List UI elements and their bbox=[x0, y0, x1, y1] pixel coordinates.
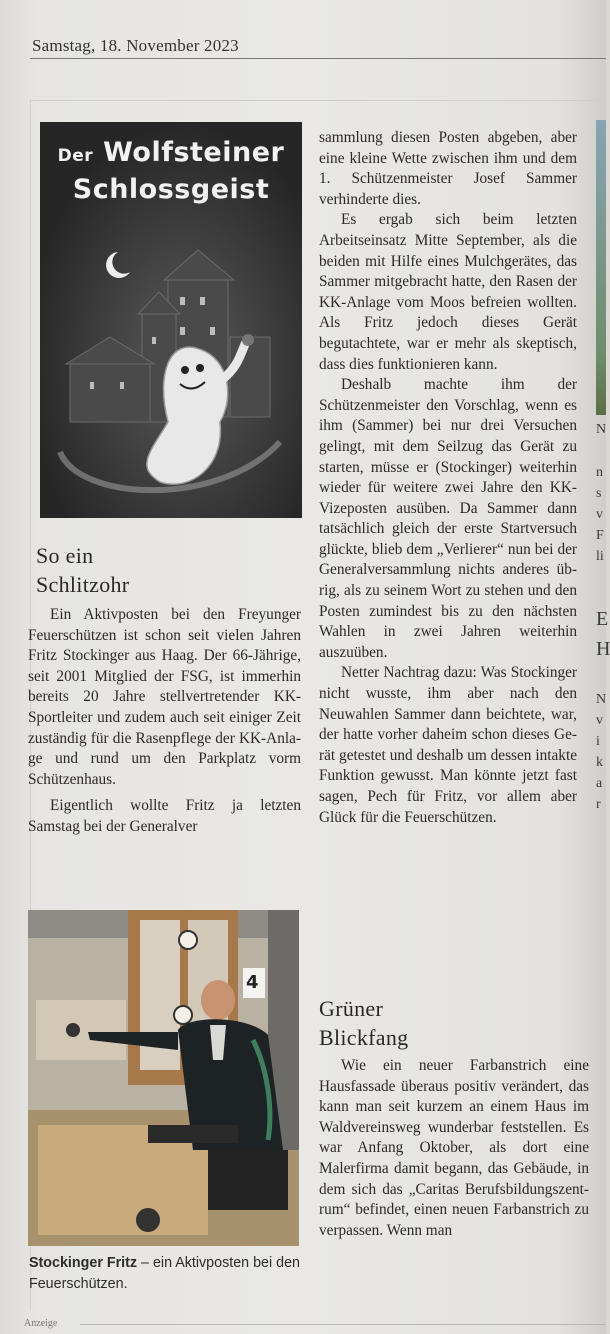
neighbour-column-strip bbox=[592, 120, 609, 1220]
photo-stockinger bbox=[28, 910, 299, 1246]
photo-caption bbox=[29, 1253, 309, 1295]
article2-headline bbox=[319, 994, 408, 1052]
poster-title-prefix: Der bbox=[57, 146, 94, 166]
article2-column bbox=[319, 1056, 589, 1241]
article1-headline-line1: So ein bbox=[36, 543, 94, 568]
poster-illustration bbox=[40, 122, 302, 518]
edge-letter: i bbox=[596, 734, 600, 749]
article1-paragraph: sammlung diesen Posten abgeben, aber eine kleine Wette zwischen ihm und dem 1. Schützenmeister Josef Sammer verhinderte dies. bbox=[319, 129, 577, 208]
shooting-range-photo bbox=[28, 910, 299, 1246]
footer-rule bbox=[80, 1324, 606, 1325]
edge-letter: k bbox=[596, 755, 603, 770]
article1-headline-line2: Schlitzohr bbox=[36, 572, 130, 597]
caption-name: Stockinger Fritz bbox=[29, 1255, 138, 1271]
edge-letter: n bbox=[596, 465, 603, 480]
neighbour-photo-edge bbox=[596, 120, 606, 415]
edge-letter: v bbox=[596, 507, 603, 522]
edge-letter: N bbox=[596, 422, 607, 437]
article2-paragraph: Wie ein neuer Farbanstrich eine Hausfassade überaus positiv verändert, das kann man seit kurzem an einem Haus im Waldvereinsweg wunderbar feststellen. Es war Anfang Oktober, als dort eine Malerfirma damit begann, das Gebäude, in dem sich das „Caritas Berufsbildungszentrum“ befindet, einen neuen Farbanstrich zu verpassen. Wenn man bbox=[319, 1057, 589, 1239]
edge-letter: E bbox=[596, 608, 609, 630]
article1-left-column bbox=[28, 605, 301, 838]
article1-paragraph: Ein Aktivposten bei den Freyunger Feuerschützen ist schon seit vielen Jahren Fritz Stockinger aus Haag. Der 66-Jährige, seit 2001 Mitglied der FSG, ist immerhin bereits 20 Jahre stellvertretender KK-Sportleiter und zudem auch seit einiger Zeit zuständig für die Rasenpflege der KK-Anlage und rund um den Parkplatz vorm Schützenhaus. bbox=[28, 606, 301, 788]
edge-letter: F bbox=[596, 528, 604, 543]
poster-title bbox=[40, 136, 302, 207]
article2-headline-line2: Blickfang bbox=[319, 1025, 409, 1050]
article1-paragraph: Netter Nachtrag dazu: Was Stockinger nicht wusste, ihm aber nach den Neuwahlen Sammer dann beichtete, war, der hatte vorher daheim schon dieses Gerät getestet und deshalb um dessen intakte Funktion gewusst. Man könnte jetzt fast sagen, Pech für Fritz, vor allem aber Glück für die Feuerschützen. bbox=[319, 664, 577, 826]
edge-letter: H bbox=[596, 638, 610, 660]
article1-paragraph: Deshalb machte ihm der Schützenmeister den Vorschlag, wenn es ihm (Sammer) bei nur drei Versuchen gelingt, mit dem Seilzug das Gerät zu starten, müsse er (Stockinger) weiterhin wieder für weitere zwei Jahre den KK-Vizeposten ausüben. Da Sammer dann tatsächlich gleich der erste Startversuch glückte, blieb dem „Verlierer“ nun bei der Generalversammlung nichts anderes übrig, als zu seinem Wort zu stehen und den Posten zumindest bis zu den nächsten Wahlen in zwei Jahren weiterhin auszuüben. bbox=[319, 376, 577, 661]
edge-letter: r bbox=[596, 797, 601, 812]
edge-letter: li bbox=[596, 549, 604, 564]
target-number: 4 bbox=[246, 972, 259, 993]
dateline-rule bbox=[30, 58, 606, 59]
article2-headline-line1: Grüner bbox=[319, 996, 384, 1021]
poster-title-line2: Schlossgeist bbox=[72, 174, 270, 205]
dateline: Samstag, 18. November 2023 bbox=[32, 36, 239, 55]
poster-title-line1: Wolfsteiner bbox=[103, 137, 285, 168]
edge-letter: v bbox=[596, 713, 603, 728]
caption-text: – ein Aktivposten bei den Feuerschützen. bbox=[29, 1255, 300, 1292]
article1-paragraph: Eigentlich wollte Fritz ja letzten Samstag bei der Generalver bbox=[28, 797, 301, 835]
article1-paragraph: Es ergab sich beim letzten Arbeitseinsatz Mitte September, als die beiden mit Hilfe eines Mulchgerätes, das Sammer mitgebracht hatte, den Rasen der KK-Anlage vom Moos befreien wollten. Als Fritz jedoch dieses Gerät begutachtete, war er mehr als skeptisch, dass dies funktionieren kann. bbox=[319, 211, 577, 373]
edge-letter: a bbox=[596, 776, 603, 791]
article1-headline bbox=[36, 541, 129, 599]
article1-right-column bbox=[319, 128, 577, 828]
edge-letter: s bbox=[596, 486, 602, 501]
footer-label: Anzeige bbox=[24, 1318, 58, 1329]
edge-letter: N bbox=[596, 692, 607, 707]
